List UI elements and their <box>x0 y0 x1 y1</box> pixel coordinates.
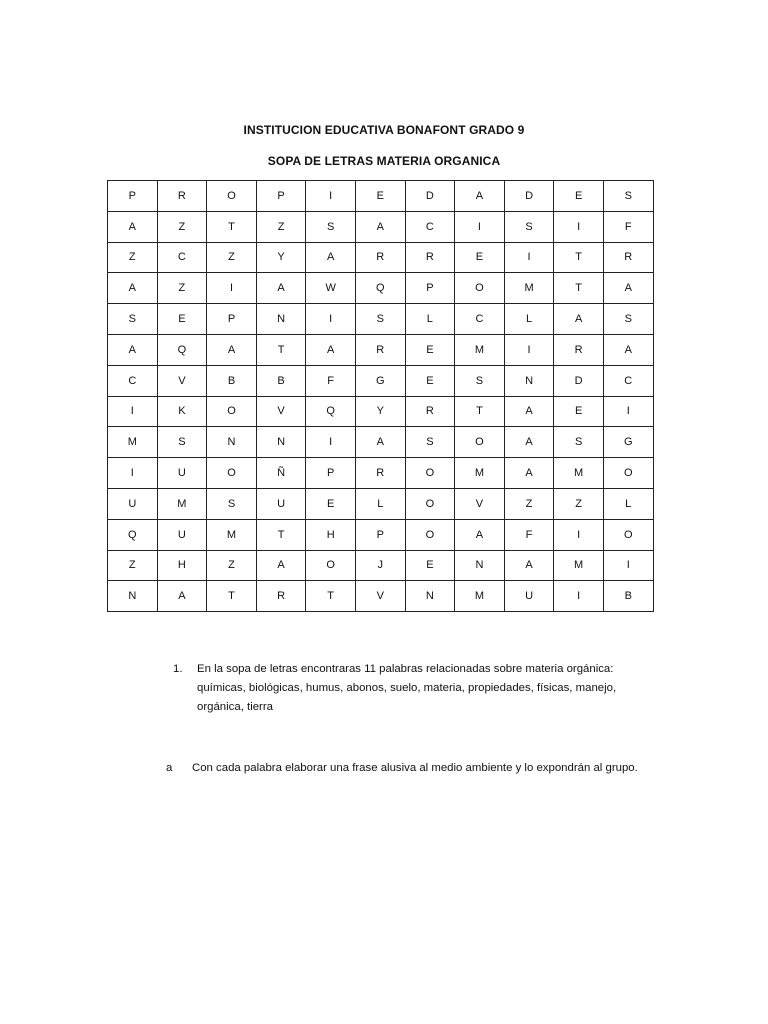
grid-cell: Ñ <box>256 458 306 489</box>
grid-cell: T <box>256 519 306 550</box>
grid-cell: U <box>157 519 207 550</box>
grid-cell: E <box>405 334 455 365</box>
grid-cell: C <box>157 242 207 273</box>
grid-row <box>108 550 654 581</box>
grid-cell: E <box>405 365 455 396</box>
grid-cell: R <box>355 458 405 489</box>
grid-cell: N <box>207 427 257 458</box>
grid-cell: V <box>355 581 405 612</box>
grid-cell: U <box>157 458 207 489</box>
grid-cell: V <box>256 396 306 427</box>
grid-cell: U <box>108 488 158 519</box>
grid-cell: B <box>603 581 653 612</box>
grid-cell: Z <box>504 488 554 519</box>
grid-cell: L <box>603 488 653 519</box>
grid-cell: M <box>207 519 257 550</box>
grid-cell: S <box>504 211 554 242</box>
grid-cell: I <box>306 304 356 335</box>
grid-row <box>108 581 654 612</box>
grid-cell: M <box>455 581 505 612</box>
grid-row <box>108 427 654 458</box>
grid-cell: A <box>554 304 604 335</box>
grid-cell: T <box>455 396 505 427</box>
grid-cell: O <box>207 396 257 427</box>
grid-cell: I <box>207 273 257 304</box>
grid-cell: E <box>554 181 604 212</box>
grid-cell: E <box>355 181 405 212</box>
grid-cell: I <box>108 396 158 427</box>
grid-cell: N <box>256 304 306 335</box>
grid-cell: I <box>306 427 356 458</box>
grid-cell: O <box>405 519 455 550</box>
grid-row <box>108 396 654 427</box>
grid-cell: B <box>207 365 257 396</box>
grid-row <box>108 242 654 273</box>
grid-cell: D <box>405 181 455 212</box>
grid-cell: O <box>405 488 455 519</box>
grid-cell: A <box>504 458 554 489</box>
grid-row <box>108 334 654 365</box>
grid-cell: I <box>603 396 653 427</box>
grid-cell: D <box>504 181 554 212</box>
grid-cell: C <box>108 365 158 396</box>
grid-cell: Z <box>207 242 257 273</box>
grid-cell: H <box>157 550 207 581</box>
grid-cell: Q <box>355 273 405 304</box>
grid-cell: A <box>306 242 356 273</box>
grid-cell: O <box>455 273 505 304</box>
grid-cell: I <box>306 181 356 212</box>
grid-cell: Z <box>554 488 604 519</box>
grid-cell: T <box>207 581 257 612</box>
grid-cell: T <box>256 334 306 365</box>
grid-cell: S <box>157 427 207 458</box>
grid-cell: A <box>207 334 257 365</box>
grid-cell: V <box>157 365 207 396</box>
grid-cell: P <box>306 458 356 489</box>
grid-cell: E <box>554 396 604 427</box>
grid-cell: L <box>355 488 405 519</box>
grid-cell: S <box>603 181 653 212</box>
grid-cell: A <box>603 273 653 304</box>
grid-cell: A <box>504 396 554 427</box>
grid-cell: M <box>504 273 554 304</box>
grid-cell: I <box>504 242 554 273</box>
instruction-number: 1. <box>173 663 183 675</box>
grid-cell: A <box>603 334 653 365</box>
grid-cell: Z <box>108 550 158 581</box>
grid-cell: L <box>405 304 455 335</box>
school-title: INSTITUCION EDUCATIVA BONAFONT GRADO 9 <box>243 123 525 137</box>
grid-cell: V <box>455 488 505 519</box>
grid-cell: P <box>355 519 405 550</box>
grid-cell: G <box>355 365 405 396</box>
grid-cell: S <box>455 365 505 396</box>
grid-row <box>108 211 654 242</box>
grid-cell: P <box>256 181 306 212</box>
grid-cell: U <box>504 581 554 612</box>
grid-cell: O <box>405 458 455 489</box>
grid-cell: W <box>306 273 356 304</box>
grid-cell: M <box>554 458 604 489</box>
grid-cell: E <box>405 550 455 581</box>
grid-cell: M <box>108 427 158 458</box>
grid-cell: A <box>108 273 158 304</box>
grid-cell: R <box>256 581 306 612</box>
grid-cell: O <box>207 181 257 212</box>
grid-cell: K <box>157 396 207 427</box>
grid-cell: O <box>306 550 356 581</box>
grid-cell: M <box>455 334 505 365</box>
grid-row <box>108 273 654 304</box>
grid-cell: A <box>504 550 554 581</box>
grid-cell: Y <box>355 396 405 427</box>
grid-cell: Q <box>157 334 207 365</box>
grid-cell: E <box>157 304 207 335</box>
grid-cell: O <box>603 519 653 550</box>
grid-cell: R <box>603 242 653 273</box>
grid-cell: R <box>355 242 405 273</box>
grid-cell: I <box>108 458 158 489</box>
grid-row <box>108 181 654 212</box>
grid-cell: A <box>504 427 554 458</box>
grid-cell: S <box>554 427 604 458</box>
sub-instruction <box>166 760 666 776</box>
grid-cell: B <box>256 365 306 396</box>
grid-cell: A <box>256 550 306 581</box>
grid-cell: Y <box>256 242 306 273</box>
grid-cell: C <box>603 365 653 396</box>
grid-row <box>108 519 654 550</box>
grid-cell: R <box>355 334 405 365</box>
grid-cell: E <box>306 488 356 519</box>
worksheet-title: SOPA DE LETRAS MATERIA ORGANICA <box>267 154 501 168</box>
grid-cell: T <box>554 242 604 273</box>
grid-cell: C <box>455 304 505 335</box>
grid-cell: T <box>554 273 604 304</box>
grid-cell: Z <box>108 242 158 273</box>
grid-cell: A <box>108 211 158 242</box>
grid-cell: A <box>355 427 405 458</box>
grid-cell: A <box>455 519 505 550</box>
instruction-item <box>173 660 643 717</box>
grid-cell: N <box>256 427 306 458</box>
sub-instruction-text: Con cada palabra elaborar una frase alusiva al medio ambiente y lo expondrán al grupo. <box>192 762 638 774</box>
grid-row <box>108 304 654 335</box>
grid-cell: S <box>108 304 158 335</box>
grid-cell: T <box>306 581 356 612</box>
grid-cell: O <box>603 458 653 489</box>
grid-cell: M <box>157 488 207 519</box>
grid-cell: I <box>554 211 604 242</box>
grid-cell: M <box>455 458 505 489</box>
grid-cell: L <box>504 304 554 335</box>
grid-cell: N <box>405 581 455 612</box>
grid-cell: I <box>455 211 505 242</box>
grid-cell: Q <box>306 396 356 427</box>
grid-cell: Z <box>207 550 257 581</box>
word-search-grid <box>107 180 654 612</box>
grid-cell: N <box>504 365 554 396</box>
grid-cell: N <box>108 581 158 612</box>
grid-cell: S <box>355 304 405 335</box>
grid-cell: I <box>554 581 604 612</box>
grid-cell: Q <box>108 519 158 550</box>
grid-cell: D <box>554 365 604 396</box>
grid-cell: H <box>306 519 356 550</box>
instruction-text: En la sopa de letras encontraras 11 palabras relacionadas sobre materia orgánica: químicas, biológicas, humus, abonos, suelo, materia, propiedades, físicas, manejo, orgánica, tierra <box>197 663 617 713</box>
grid-cell: F <box>306 365 356 396</box>
grid-cell: P <box>405 273 455 304</box>
grid-cell: R <box>405 396 455 427</box>
grid-cell: A <box>455 181 505 212</box>
grid-cell: R <box>554 334 604 365</box>
grid-cell: T <box>207 211 257 242</box>
grid-row <box>108 458 654 489</box>
grid-cell: S <box>405 427 455 458</box>
grid-cell: Z <box>157 211 207 242</box>
grid-cell: Z <box>157 273 207 304</box>
sub-instruction-mark: a <box>166 762 173 774</box>
grid-cell: I <box>603 550 653 581</box>
grid-cell: F <box>603 211 653 242</box>
grid-cell: I <box>504 334 554 365</box>
grid-cell: P <box>108 181 158 212</box>
grid-cell: A <box>355 211 405 242</box>
grid-cell: Z <box>256 211 306 242</box>
grid-cell: A <box>306 334 356 365</box>
grid-cell: O <box>455 427 505 458</box>
grid-row <box>108 365 654 396</box>
grid-cell: P <box>207 304 257 335</box>
grid-cell: U <box>256 488 306 519</box>
grid-cell: J <box>355 550 405 581</box>
grid-cell: A <box>256 273 306 304</box>
grid-cell: O <box>207 458 257 489</box>
grid-cell: G <box>603 427 653 458</box>
grid-cell: S <box>306 211 356 242</box>
grid-cell: R <box>157 181 207 212</box>
grid-cell: N <box>455 550 505 581</box>
grid-cell: A <box>157 581 207 612</box>
grid-cell: R <box>405 242 455 273</box>
grid-cell: A <box>108 334 158 365</box>
grid-cell: S <box>207 488 257 519</box>
grid-cell: E <box>455 242 505 273</box>
grid-cell: F <box>504 519 554 550</box>
grid-cell: S <box>603 304 653 335</box>
grid-cell: C <box>405 211 455 242</box>
grid-cell: M <box>554 550 604 581</box>
grid-cell: I <box>554 519 604 550</box>
grid-row <box>108 488 654 519</box>
